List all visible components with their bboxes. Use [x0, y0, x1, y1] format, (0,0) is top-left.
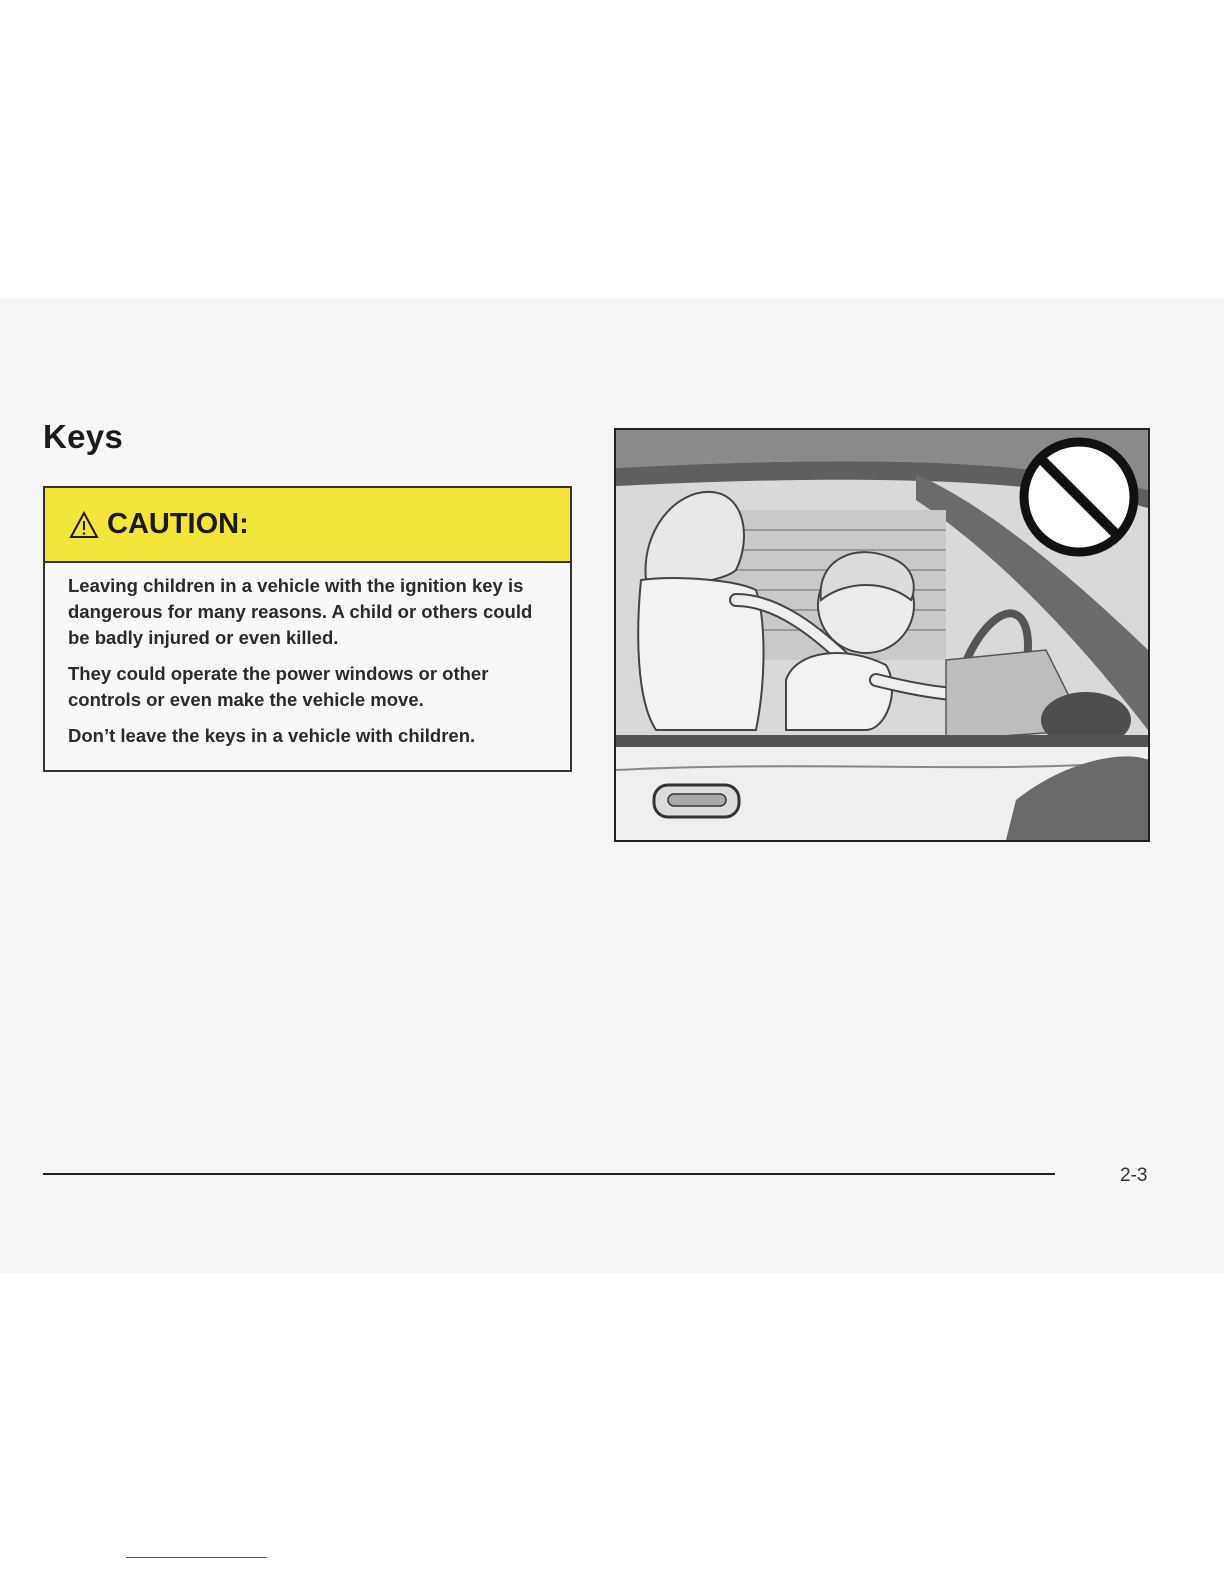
section-title: Keys: [43, 418, 124, 455]
children-in-vehicle-illustration: [614, 428, 1150, 842]
warning-triangle-icon: [69, 511, 99, 539]
link-underline: [126, 1557, 267, 1558]
page-number: 2-3: [1120, 1165, 1148, 1186]
caution-box: [43, 486, 572, 772]
caution-paragraph: Leaving children in a vehicle with the ignition key is dangerous for many reasons. A child or others could be badly injured or even killed.: [68, 575, 533, 648]
caution-body: [45, 563, 570, 749]
prohibited-sign-icon: [1016, 434, 1142, 560]
caution-paragraph: They could operate the power windows or other controls or even make the vehicle move.: [68, 663, 489, 710]
caution-header: [45, 488, 570, 563]
caution-paragraph: Don’t leave the keys in a vehicle with children.: [68, 725, 476, 746]
caution-label: CAUTION:: [107, 508, 249, 540]
footer-rule: [43, 1173, 1055, 1175]
